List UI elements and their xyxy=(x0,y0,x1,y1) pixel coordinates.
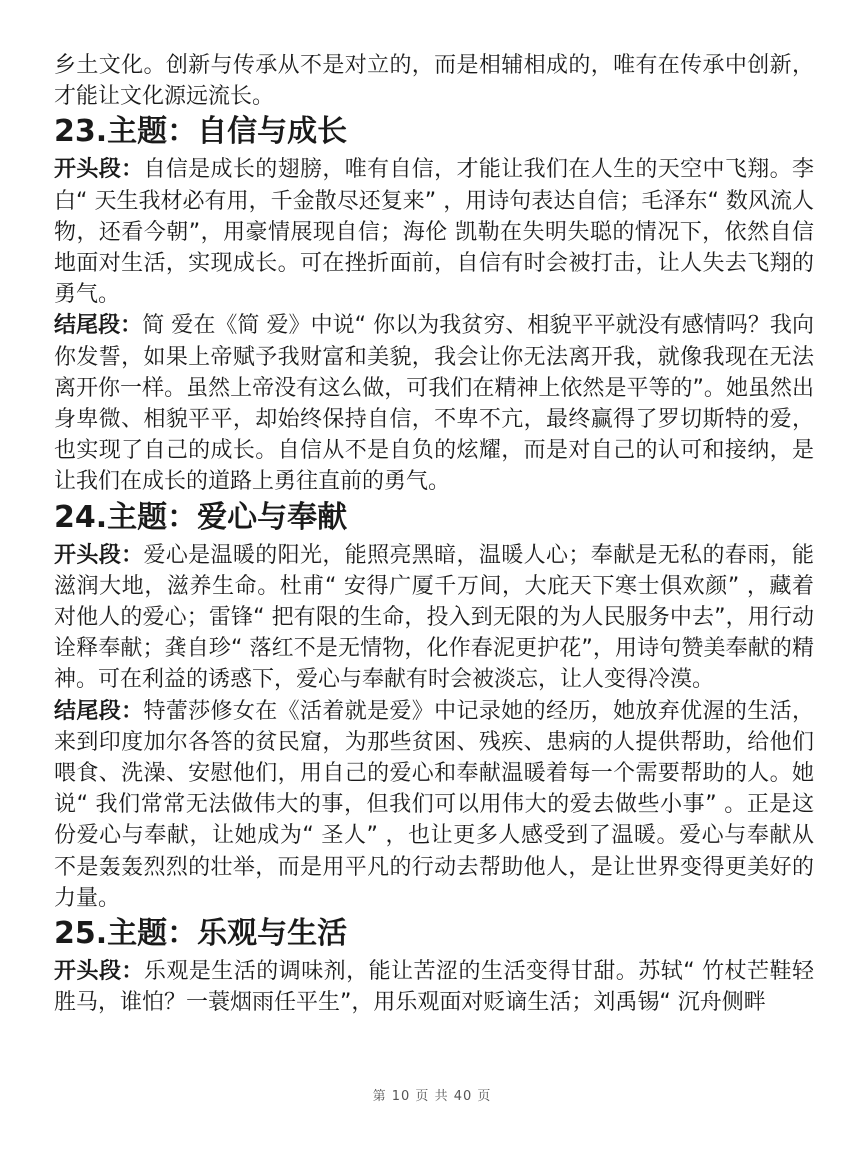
document-page xyxy=(54,50,814,1018)
opening-paragraph xyxy=(54,540,814,696)
ending-text: 简 爱在《简 爱》中说“ 你以为我贫穷、相貌平平就没有感情吗？我向你发誓，如果上帝赋予我财富和美貌，我会让你无法离开我，就像我现在无法离开你一样。虽然上帝没有这么做，可我们在精神上依然是平等的”。她虽然出身卑微、相貌平平，却始终保持自信，不卑不亢，最终赢得了罗切斯特的爱，也实现了自己的成长。自信从不是自负的炫耀，而是对自己的认可和接纳，是让我们在成长的道路上勇往直前的勇气。 xyxy=(54,313,814,495)
opening-paragraph xyxy=(54,154,814,310)
section-title: 25.主题：乐观与生活 xyxy=(54,916,348,952)
opening-label: 开头段： xyxy=(54,157,144,183)
page-number-footer: 第 10 页 共 40 页 xyxy=(372,1089,492,1104)
opening-text: 自信是成长的翅膀，唯有自信，才能让我们在人生的天空中飞翔。李白“ 天生我材必有用，千金散尽还复来” ，用诗句表达自信；毛泽东“ 数风流人物，还看今朝”，用豪情展现自信；海伦 凯勒在失明失聪的情况下，依然自信地面对生活，实现成长。可在挫折面前，自信有时会被打击，让人失去飞翔的勇气。 xyxy=(54,157,814,308)
ending-text: 特蕾莎修女在《活着就是爱》中记录她的经历，她放弃优渥的生活，来到印度加尔各答的贫民窟，为那些贫困、残疾、患病的人提供帮助，给他们喂食、洗澡、安慰他们，用自己的爱心和奉献温暖着每一个需要帮助的人。她说“ 我们常常无法做伟大的事，但我们可以用伟大的爱去做些小事” 。正是这份爱心与奉献，让她成为“ 圣人” ，也让更多人感受到了温暖。爱心与奉献从不是轰轰烈烈的壮举，而是用平凡的行动去帮助他人，是让世界变得更美好的力量。 xyxy=(54,698,814,911)
ending-label: 结尾段： xyxy=(54,698,144,724)
ending-paragraph xyxy=(54,310,814,497)
opening-label: 开头段： xyxy=(54,959,144,985)
section-23 xyxy=(54,112,814,497)
ending-label: 结尾段： xyxy=(54,313,143,339)
section-24 xyxy=(54,498,814,914)
opening-paragraph xyxy=(54,956,814,1018)
intro-continuation: 乡土文化。创新与传承从不是对立的，而是相辅相成的，唯有在传承中创新，才能让文化源远流长。 xyxy=(54,53,814,110)
section-title: 24.主题：爱心与奉献 xyxy=(54,499,348,535)
opening-label: 开头段： xyxy=(54,542,144,568)
ending-paragraph xyxy=(54,696,814,914)
opening-text: 爱心是温暖的阳光，能照亮黑暗，温暖人心；奉献是无私的春雨，能滋润大地，滋养生命。杜甫“ 安得广厦千万间，大庇天下寒士俱欢颜” ，藏着对他人的爱心；雷锋“ 把有限的生命，投入到无限的为人民服务中去”，用行动诠释奉献；龚自珍“ 落红不是无情物，化作春泥更护花”，用诗句赞美奉献的精神。可在利益的诱惑下，爱心与奉献有时会被淡忘，让人变得冷漠。 xyxy=(54,542,814,693)
section-title: 23.主题：自信与成长 xyxy=(54,114,348,150)
section-25 xyxy=(54,914,814,1018)
opening-text: 乐观是生活的调味剂，能让苦涩的生活变得甘甜。苏轼“ 竹杖芒鞋轻胜马，谁怕？一蓑烟雨任平生”，用乐观面对贬谪生活；刘禹锡“ 沉舟侧畔 xyxy=(54,959,814,1016)
